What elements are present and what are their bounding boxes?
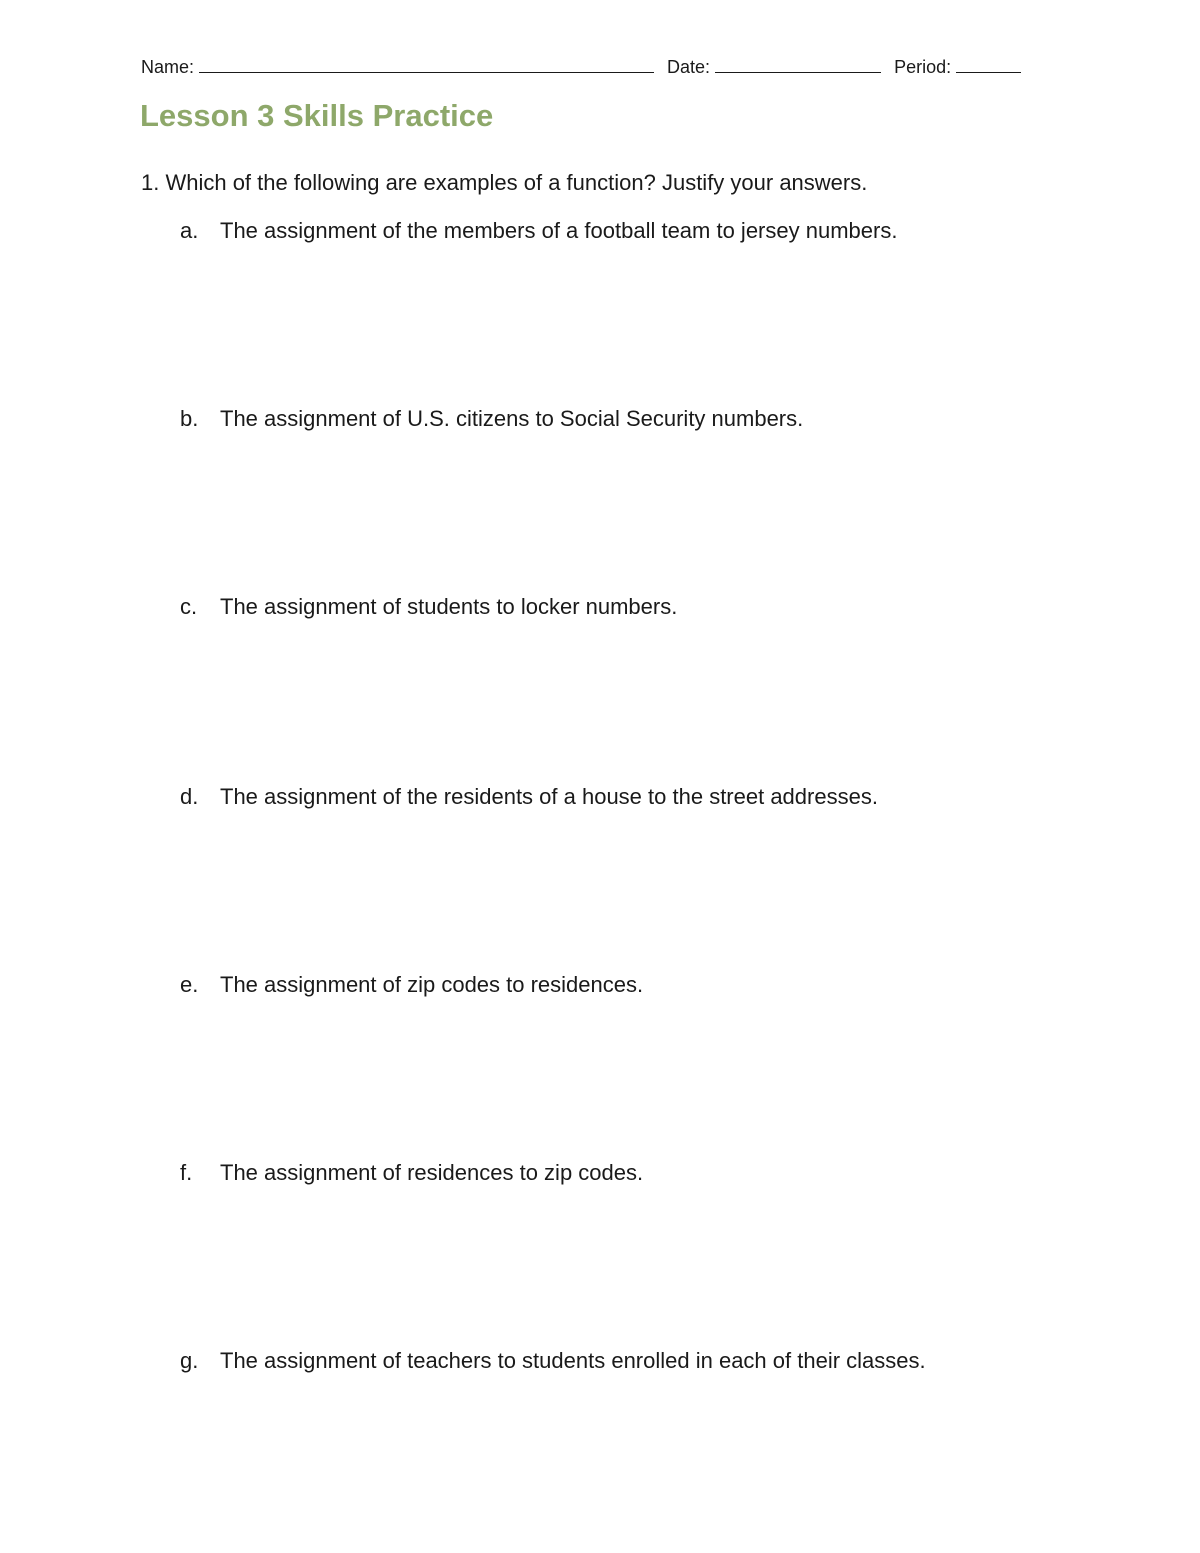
item-text: The assignment of the members of a football team to jersey numbers. [220,218,898,243]
date-blank [715,58,881,73]
item-letter: a. [180,218,199,243]
name-label: Name: [141,57,195,77]
period-blank [956,58,1021,73]
date-label: Date: [667,57,711,77]
item-text: The assignment of teachers to students enrolled in each of their classes. [220,1348,926,1373]
item-letter: d. [180,784,199,809]
question-1: 1. Which of the following are examples of a function? Justify your answers. [141,170,868,195]
item-text: The assignment of U.S. citizens to Social Security numbers. [220,406,804,431]
item-text: The assignment of residences to zip codes. [220,1160,644,1185]
student-info-line [141,57,1021,78]
item-text: The assignment of the residents of a house to the street addresses. [220,784,878,809]
item-letter: g. [180,1348,199,1373]
question-item-a [180,218,897,244]
question-item-b [180,406,803,432]
question-item-f [180,1160,643,1186]
question-item-e [180,972,643,998]
page-title: Lesson 3 Skills Practice [140,98,494,133]
question-item-g [180,1348,926,1374]
period-label: Period: [894,57,952,77]
question-item-c [180,594,677,620]
question-item-d [180,784,878,810]
item-letter: b. [180,406,199,431]
item-letter: c. [180,594,198,619]
item-text: The assignment of zip codes to residences. [220,972,644,997]
item-letter: e. [180,972,199,997]
item-letter: f. [180,1160,193,1185]
item-text: The assignment of students to locker numbers. [220,594,678,619]
name-blank [199,58,654,73]
